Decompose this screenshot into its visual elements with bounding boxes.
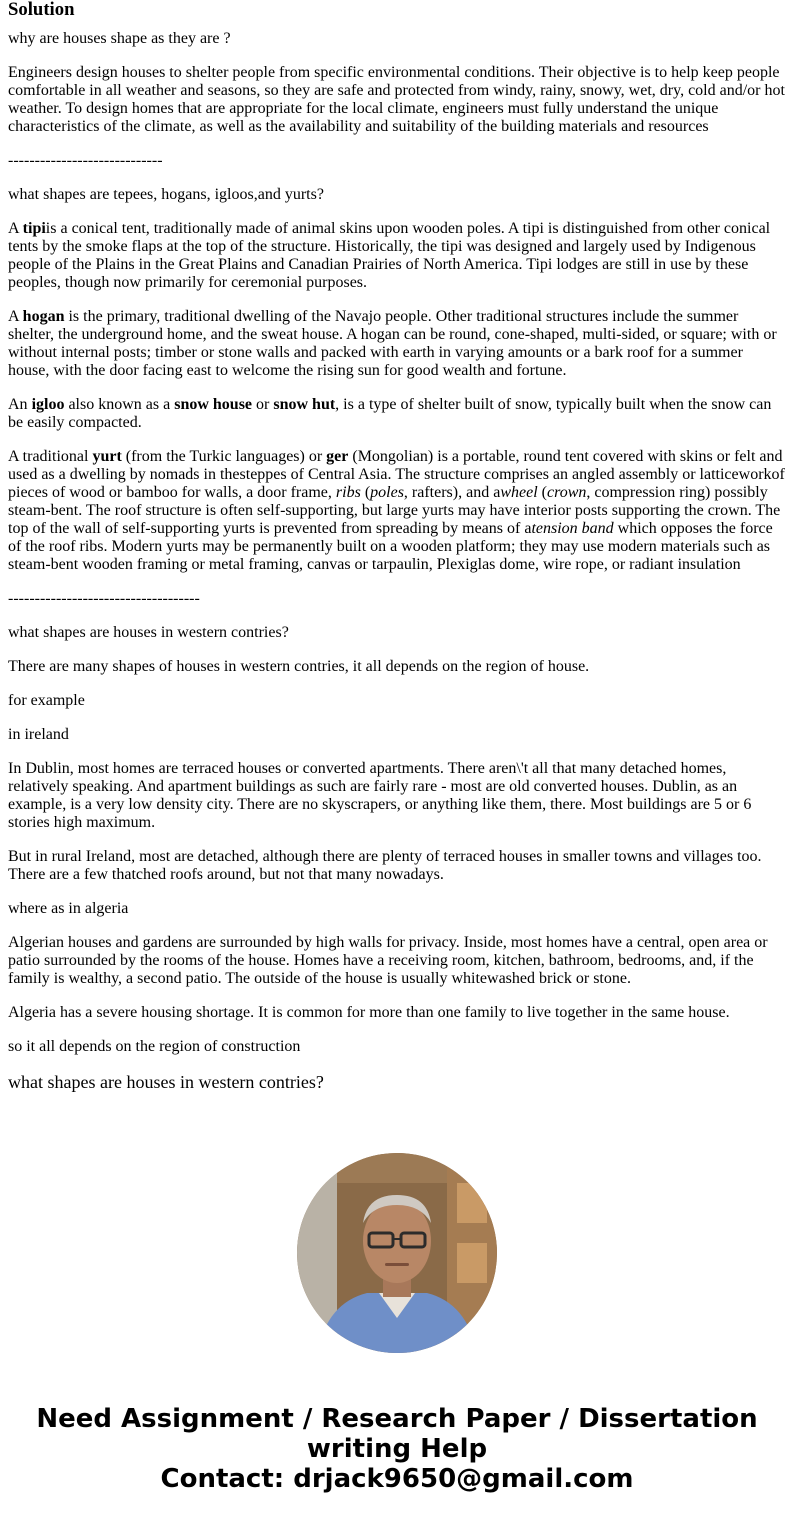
author-portrait-image — [297, 1153, 497, 1353]
igloo-text-1: also known as a — [64, 396, 175, 413]
yurt-text-3: ( — [360, 484, 371, 501]
term-wheel: wheel — [500, 484, 538, 501]
paragraph-hogan — [8, 308, 786, 380]
cta-line-2: writing Help — [306, 1434, 488, 1464]
paragraph-algeria-houses: Algerian houses and gardens are surrounded by high walls for privacy. Inside, most homes have a central, open area or patio surrounded by the rooms of the house. Homes have a receiving room, kitchen, bathroom, bedrooms, and, if the family is wealthy, a second patio. The outside of the house is usually whitewashed brick or stone. — [8, 934, 768, 987]
term-ger: ger — [326, 448, 349, 465]
solution-heading: Solution — [8, 0, 75, 20]
term-hogan: hogan — [22, 308, 65, 325]
term-tipi: tipi — [22, 220, 46, 237]
yurt-text-2: (Mongolian) is a portable, round tent covered with skins or felt and used as a dwelling by nomads in thesteppes of Central Asia. The structure comprises an angled assembly or latticeworkof pieces of wood or bamboo for walls, a door frame, — [8, 448, 785, 501]
paragraph-igloo — [8, 396, 786, 432]
term-poles: poles — [370, 484, 404, 501]
yurt-text-1: (from the Turkic languages) or — [121, 448, 327, 465]
question-tepees-hogans: what shapes are tepees, hogans, igloos,and yurts? — [8, 186, 324, 203]
contact-banner — [0, 1404, 794, 1494]
igloo-text-3: , is a type of shelter built of snow, typically built when the snow can be easily compacted. — [8, 396, 772, 431]
yurt-text-4: , rafters), and a — [403, 484, 501, 501]
paragraph-many-shapes: There are many shapes of houses in western contries, it all depends on the region of house. — [8, 658, 590, 675]
term-yurt: yurt — [92, 448, 122, 465]
igloo-text-2: or — [252, 396, 274, 413]
tipi-text: is a conical tent, traditionally made of animal skins upon wooden poles. A tipi is distinguished from other conical tents by the smoke flaps at the top of the structure. Historically, the tipi was designed and largely used by Indigenous people of the Plains in the Great Plains and Canadian Prairies of North America. Tipi lodges are still in use by these peoples, though now primarily for ceremonial purposes. — [8, 220, 771, 291]
igloo-article: An — [8, 396, 32, 413]
hogan-article: A — [8, 308, 23, 325]
paragraph-dublin: In Dublin, most homes are terraced houses or converted apartments. There aren\'t all that many detached homes, relatively speaking. And apartment buildings as such are fairly rare - most are old converted houses. Dublin, as an example, is a very low density city. There are no skyscrapers, or anything like them, there. Most buildings are 5 or 6 stories high maximum. — [8, 760, 752, 831]
term-snow-house: snow house — [174, 396, 253, 413]
answer-engineers-design: Engineers design houses to shelter people from specific environmental conditions. Their objective is to help keep people comfortable in all weather and seasons, so they are safe and protected from windy, rainy, snowy, wet, dry, cold and/or hot weather. To design homes that are appropriate for the local climate, engineers must fully understand the unique characteristics of the climate, as well as the availability and suitability of the building materials and resources — [8, 64, 785, 135]
paragraph-tipi — [8, 220, 786, 292]
paragraph-in-ireland: in ireland — [8, 726, 69, 743]
term-ribs: ribs — [335, 484, 361, 501]
term-crown: crown — [546, 484, 587, 501]
term-snow-hut: snow hut — [273, 396, 336, 413]
paragraph-rural-ireland: But in rural Ireland, most are detached, although there are plenty of terraced houses in smaller towns and villages too. There are a few thatched roofs around, but not that many nowadays. — [8, 848, 762, 883]
cta-line-1: Need Assignment / Research Paper / Dissertation — [36, 1404, 758, 1434]
term-igloo: igloo — [31, 396, 65, 413]
yurt-text-5: ( — [537, 484, 547, 501]
term-tension-band: tension band — [531, 520, 614, 537]
author-avatar — [297, 1153, 497, 1353]
yurt-text-7: which opposes the force of the roof ribs. Modern yurts may be permanently built on a wooden platform; they may use modern materials such as steam-bent wooden framing or metal framing, canvas or tarpaulin, Plexiglas dome, wire rope, or radiant insulation — [8, 520, 773, 573]
paragraph-in-algeria: where as in algeria — [8, 900, 129, 917]
paragraph-algeria-shortage: Algeria has a severe housing shortage. It is common for more than one family to live together in the same house. — [8, 1004, 730, 1021]
divider-1: ----------------------------- — [8, 152, 163, 169]
question-why-shape: why are houses shape as they are ? — [8, 30, 231, 47]
divider-2: ------------------------------------ — [8, 590, 200, 607]
hogan-text: is the primary, traditional dwelling of the Navajo people. Other traditional structures include the summer shelter, the underground home, and the sweat house. A hogan can be round, cone-shaped, multi-sided, or square; with or without internal posts; timber or stone walls and packed with earth in varying amounts or a bark roof for a summer house, with the door facing east to welcome the rising sun for good wealth and fortune. — [8, 308, 777, 379]
tipi-article: A — [8, 220, 23, 237]
cta-contact-email: Contact: drjack9650@gmail.com — [160, 1464, 634, 1494]
yurt-text-6: , compression ring) possibly steam-bent. The roof structure is often self-supporting, but large yurts may have interior posts supporting the crown. The top of the wall of self-supporting yurts is prevented from spreading by means of a — [8, 484, 781, 537]
paragraph-yurt — [8, 448, 786, 574]
question-western-shapes: what shapes are houses in western contries? — [8, 624, 289, 641]
paragraph-depends-region: so it all depends on the region of construction — [8, 1038, 301, 1055]
yurt-article: A traditional — [8, 448, 93, 465]
footer-question: what shapes are houses in western contries? — [8, 1072, 324, 1092]
paragraph-for-example: for example — [8, 692, 85, 709]
